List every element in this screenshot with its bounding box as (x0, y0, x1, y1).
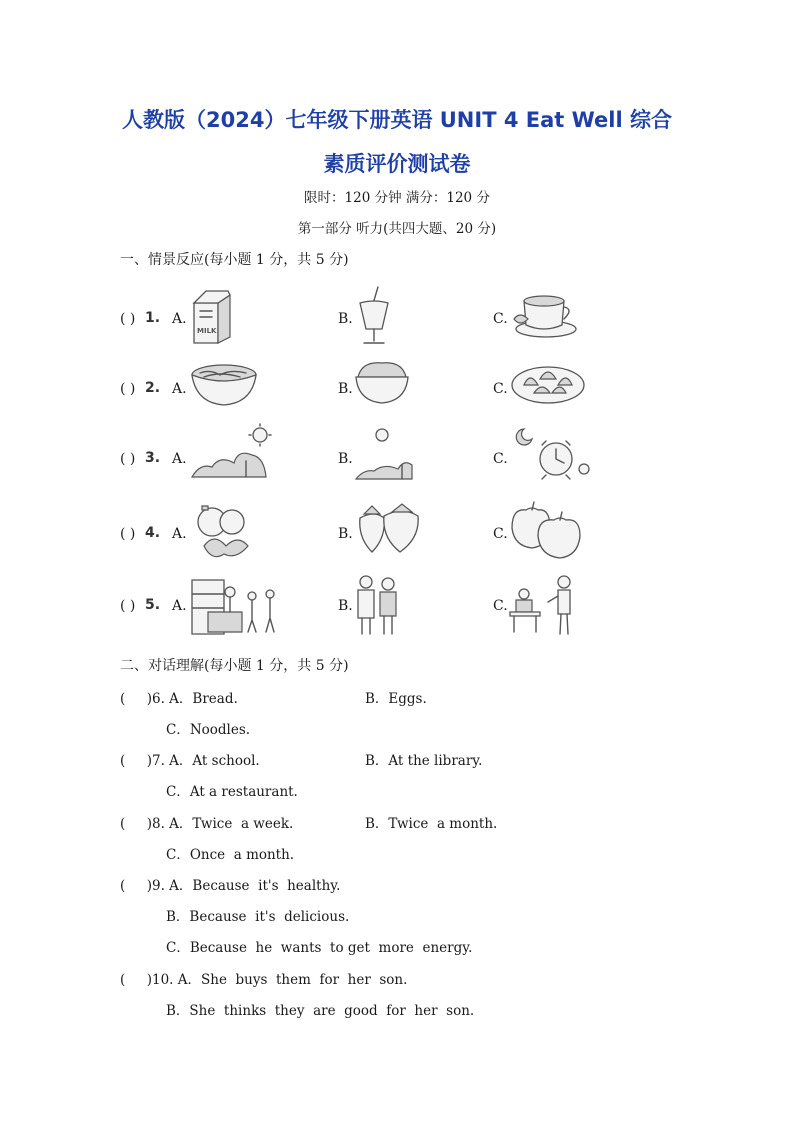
option-b-label: B. (338, 311, 353, 327)
rice-bowl-image[interactable] (354, 359, 410, 405)
question-row-4 (0, 498, 794, 568)
question-8-option-b[interactable]: B．Twice a month. (365, 816, 498, 832)
option-c-label: C. (493, 526, 508, 542)
question-row-1 (0, 283, 794, 353)
question-number: 5. (145, 597, 161, 613)
option-b-label: B. (338, 598, 353, 614)
question-9-option-b[interactable]: B．Because it's delicious. (166, 909, 350, 925)
question-8-option-a[interactable]: ( )8. A．Twice a week. (120, 816, 294, 832)
answer-paren[interactable]: ( ) (120, 598, 136, 614)
question-number: 2. (145, 380, 161, 396)
option-b-label: B. (338, 381, 353, 397)
question-7-option-a[interactable]: ( )7. A．At school. (120, 753, 260, 769)
question-row-2 (0, 353, 794, 423)
store-scene-image[interactable] (190, 574, 282, 636)
sunny-landscape-image[interactable] (190, 423, 274, 483)
milk-carton-image[interactable] (188, 285, 236, 347)
title-line-2: 素质评价测试卷 (323, 152, 471, 176)
part-info: 第一部分 听力(共四大题、20 分) (297, 221, 497, 237)
question-6-option-b[interactable]: B．Eggs. (365, 691, 427, 707)
svg-text:MILK: MILK (197, 327, 217, 335)
waiter-customer-image[interactable] (508, 572, 578, 636)
question-9-option-a[interactable]: ( )9. A．Because it's healthy. (120, 878, 341, 894)
answer-paren[interactable]: ( ) (120, 451, 136, 467)
answer-paren[interactable]: ( ) (120, 526, 136, 542)
apples-image[interactable] (508, 500, 584, 560)
question-number: 3. (145, 450, 161, 466)
question-number: 1. (145, 310, 161, 326)
smoothie-glass-image[interactable] (356, 285, 392, 347)
oranges-image[interactable] (190, 500, 256, 562)
answer-paren[interactable]: ( ) (120, 311, 136, 327)
option-c-label: C. (493, 311, 508, 327)
night-alarm-clock-image[interactable] (510, 425, 596, 483)
question-row-3 (0, 423, 794, 493)
strawberries-image[interactable] (354, 502, 424, 558)
option-a-label: A. (172, 598, 187, 614)
doctor-patient-image[interactable] (352, 572, 402, 636)
tea-cup-image[interactable] (510, 289, 580, 341)
noodles-bowl-image[interactable] (190, 361, 258, 407)
option-b-label: B. (338, 526, 353, 542)
question-10-option-b[interactable]: B．She thinks they are good for her son. (166, 1003, 475, 1019)
option-a-label: A. (172, 311, 187, 327)
option-a-label: A. (172, 526, 187, 542)
answer-paren[interactable]: ( ) (120, 381, 136, 397)
option-c-label: C. (493, 598, 508, 614)
question-7-option-c[interactable]: C．At a restaurant. (166, 784, 298, 800)
question-7-option-b[interactable]: B．At the library. (365, 753, 483, 769)
question-number: 4. (145, 525, 161, 541)
question-10-option-a[interactable]: ( )10. A．She buys them for her son. (120, 972, 408, 988)
option-b-label: B. (338, 451, 353, 467)
option-a-label: A. (172, 381, 187, 397)
title-line-1: 人教版（2024）七年级下册英语 UNIT 4 Eat Well 综合 (122, 108, 672, 132)
question-9-option-c[interactable]: C．Because he wants to get more energy. (166, 940, 473, 956)
question-6-option-a[interactable]: ( )6. A．Bread. (120, 691, 238, 707)
sunrise-landscape-image[interactable] (354, 425, 414, 483)
dumplings-plate-image[interactable] (510, 361, 586, 405)
section-2-heading: 二、对话理解(每小题 1 分，共 5 分) (120, 658, 349, 674)
time-limit-info: 限时：120 分钟 满分：120 分 (304, 190, 490, 206)
section-1-heading: 一、情景反应(每小题 1 分，共 5 分) (120, 252, 349, 268)
option-a-label: A. (172, 451, 187, 467)
question-row-5 (0, 570, 794, 640)
option-c-label: C. (493, 381, 508, 397)
question-8-option-c[interactable]: C．Once a month. (166, 847, 295, 863)
option-c-label: C. (493, 451, 508, 467)
question-6-option-c[interactable]: C．Noodles. (166, 722, 251, 738)
